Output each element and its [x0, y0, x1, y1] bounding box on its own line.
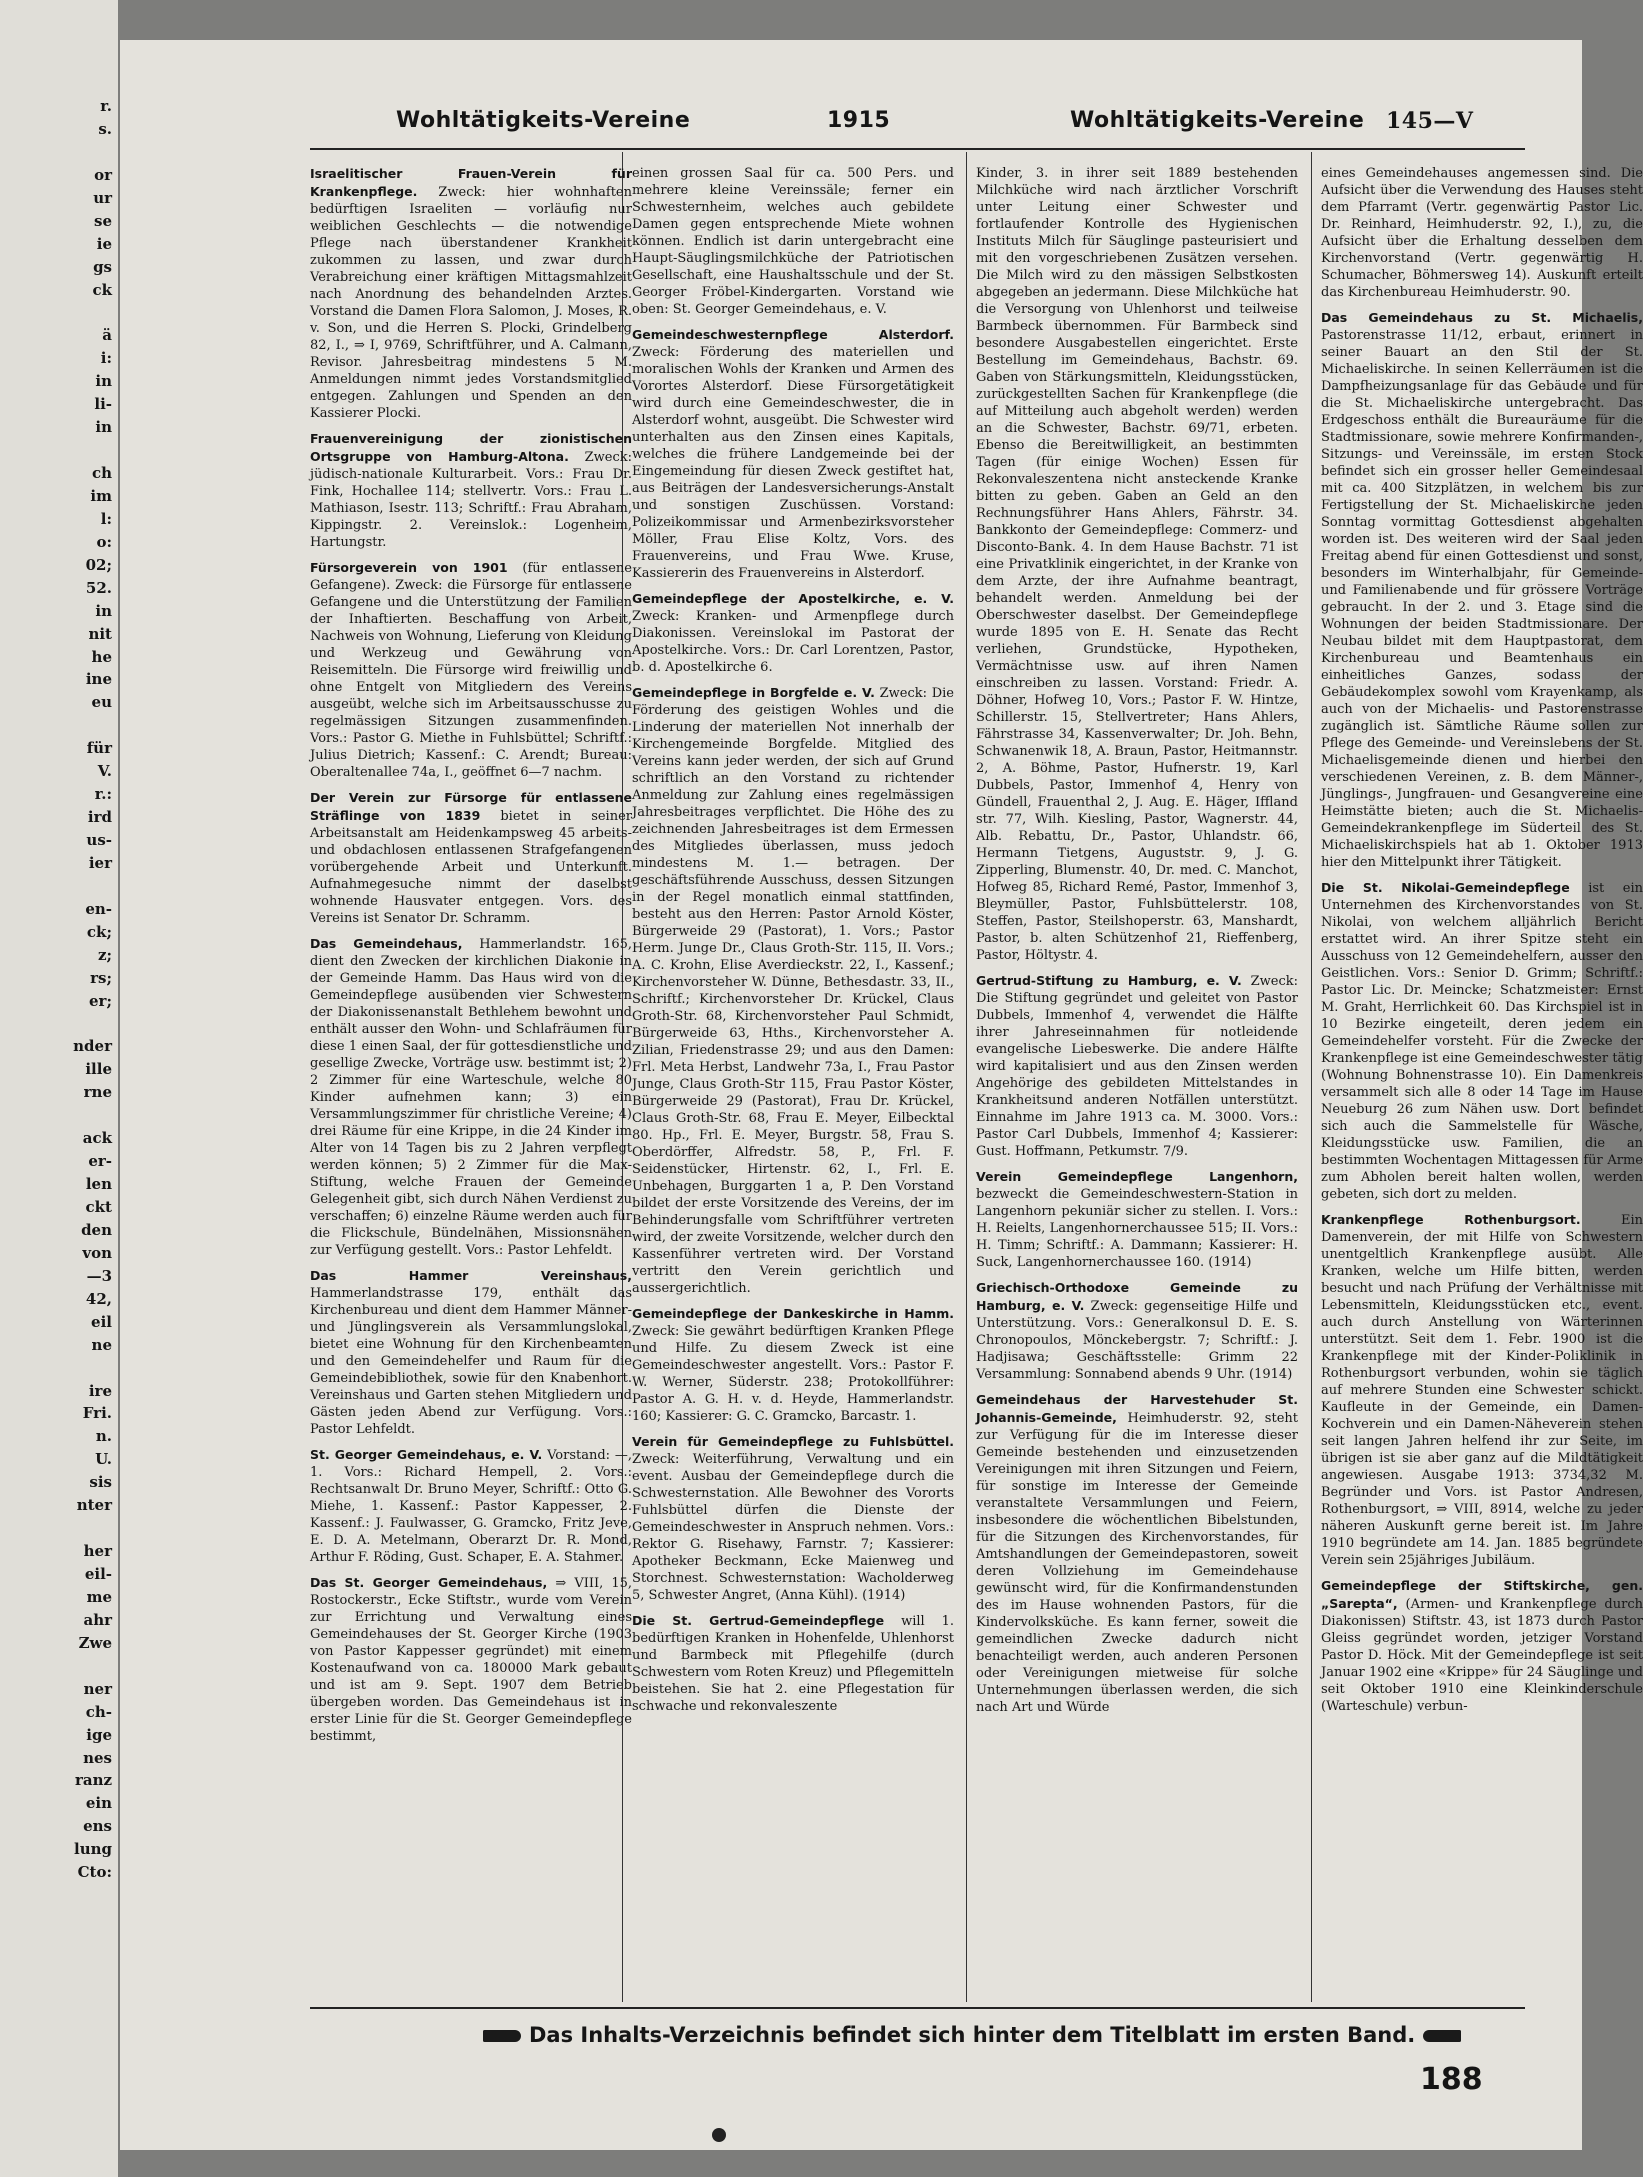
fragment: r.	[100, 97, 112, 115]
text-column-4	[1321, 165, 1643, 2005]
fragment: ck	[92, 280, 112, 299]
fragment: en-	[85, 899, 112, 918]
fragment: —3	[86, 1266, 112, 1285]
entry-title: Griechisch-Orthodoxe Gemeinde zu Hamburg, e. V.	[976, 1280, 1298, 1313]
fragment: ä	[102, 326, 112, 345]
fragment: sis	[89, 1473, 112, 1492]
entry-text: ist ein Unternehmen des Kirchenvorstandes von St. Nikolai, von welchem alljährlich Bericht erstattet wird. An ihrer Spitze steht ein Ausschuss von 12 Gemeindehelfern, ausser den Geistlichen. Vors.: Senior D. Grimm; Schriftf.: Pastor Lic. Dr. Meincke; Schatzmeister: Ernst M. Graht, Herrlichkeit 60. Das Kirchspiel ist in 10 Bezirke eingeteilt, deren jedem ein Gemeindehelfer vorsteht. Für die Zwecke der Krankenpflege ist eine Gemeindeschwester tätig (Wohnung Bohnenstrasse 10). Ein Damenkreis versammelt sich alle 8 oder 14 Tage im Hause Neueburg 26 zum Nähen usw. Dort befindet sich auch die Sammelstelle für Wäsche, Kleidungsstücke usw. Familien, die an bestimmten Wochentagen Mittagessen für Arme zum Abholen bereit halten wollen, werden gebeten, sich dort zu melden.	[1321, 881, 1643, 1202]
fragment: l:	[100, 509, 112, 528]
fragment: rne	[83, 1083, 112, 1102]
entry	[632, 165, 954, 318]
fragment: ird	[87, 808, 112, 827]
fragment: Zwe	[78, 1633, 112, 1652]
entry-title: Die St. Nikolai-Gemeindepflege	[1321, 880, 1570, 895]
fragment: n.	[95, 1427, 112, 1446]
fragment: ahr	[83, 1610, 112, 1629]
fragment: ranz	[74, 1771, 112, 1790]
entry	[976, 1168, 1298, 1271]
fragment: se	[94, 211, 112, 230]
fragment: ck;	[86, 922, 112, 941]
entry-text: Ein Damenverein, der mit Hilfe von Schwestern unentgeltlich Krankenpflege ausübt. Alle Kranken, welche um Hilfe bitten, werden besucht und nach Prüfung der Verhältnisse mit Lebensmitteln, Kleidungsstücken etc., event. auch durch Anstellung von Wärterinnen unterstützt. Seit dem 1. Febr. 1900 ist die Krankenpflege mit der Kinder-Poliklinik in Rothenburgsort verbunden, wohin sie täglich auf mehrere Stunden eine Schwester schickt. Kaufleute in der Gemeinde, ein Damen-Kochverein und ein Damen-Näheverein stehen seit langen Jahren helfend ihr zur Seite, im übrigen ist sie aber ganz auf die Mildtätigkeit angewiesen. Ausgabe 1913: 3734,32 M. Begründer und Vors. ist Pastor Andresen, Rothenburgsort, ⇒ VIII, 8914, welche zu jeder näheren Auskunft gerne bereit ist. Im Jahre 1910 begründete am 14. Jan. 1885 begründete Verein sein 25jähriges Jubiläum.	[1321, 1213, 1643, 1568]
header-left-title: Wohltätigkeits-Vereine	[396, 108, 691, 133]
entry-text: Hammerlandstrasse 179, enthält das Kirchenbureau und dient dem Hammer Männer- und Jünglingsverein als Versammlungslokal, bietet eine Wohnung für den Kirchenbeamten und den Gemeindehelfer und Raum für die Gemeindebibliothek, sowie für den Knabenhort. Vereinshaus und Garten stehen Mitgliedern und Gästen jeden Abend zur Verfügung. Vors.: Pastor Lehfeldt.	[310, 1286, 632, 1437]
fragment: ens	[83, 1817, 112, 1836]
entry	[310, 1574, 632, 1745]
fragment: us-	[86, 831, 112, 849]
entry	[310, 935, 632, 1259]
text-column-3	[976, 165, 1298, 2005]
entry-text: Zweck: Weiterführung, Verwaltung und ein event. Ausbau der Gemeindepflege durch die Schwesternstation. Alle Bewohner des Vororts Fuhlsbüttel dürfen die Dienste der Gemeindeschwester in Anspruch nehmen. Vors.: Rektor G. Risehawy, Farnstr. 7; Kassierer: Apotheker Beckmann, Ecke Maienweg und Storchnest. Schwesternstation: Wacholderweg 5, Schwester Angret, (Anna Kühl). (1914)	[632, 1452, 954, 1603]
header-page-code: 145—V	[1386, 108, 1474, 134]
fragment: ie	[96, 234, 112, 253]
entry	[1321, 1577, 1643, 1715]
entry-title: Gemeindepflege der Stiftskirche, gen. „Sarepta“,	[1321, 1578, 1643, 1611]
entry-text: Zweck: hier wohnhaften bedürftigen Israeliten — vorläufig nur weiblichen Geschlechts — die notwendige Pflege nach überstandener Krankheit zukommen zu lassen, und zwar durch Verabreichung einer kräftigen Mittagsmahlzeit nach Anordnung des behandelnden Arztes. Vorstand die Damen Flora Salomon, J. Moses, R. v. Son, und die Herren S. Plocki, Grindelberg 82, I., ⇒ I, 9769, Schriftführer, und A. Calmann, Revisor. Jahresbeitrag mindestens 5 M. Anmeldungen nimmt jedes Vorstandsmitglied entgegen. Zahlungen und Spenden an den Kassierer Plocki.	[310, 185, 632, 421]
fragment: nder	[73, 1037, 112, 1056]
fragment: Cto:	[77, 1863, 112, 1882]
entry-title: Das St. Georger Gemeindehaus,	[310, 1575, 548, 1590]
entry	[976, 972, 1298, 1160]
entry	[310, 559, 632, 781]
fragment: in	[95, 372, 112, 391]
fragment: s.	[98, 119, 112, 138]
entry	[310, 165, 632, 422]
text-column-2	[632, 165, 954, 2005]
entry-text: bezweckt die Gemeindeschwestern-Station in Langenhorn pekuniär sicher zu stellen. I. Vors.: H. Reielts, Langenhornerchaussee 515; II. Vors.: H. Timm; Schriftf.: A. Dammann; Kassierer: H. Suck, Langenhornerchaussee 160. (1914)	[976, 1187, 1298, 1270]
fragment: Fri.	[82, 1404, 112, 1423]
entry	[976, 1391, 1298, 1716]
entry-text: eines Gemeindehauses angemessen sind. Die Aufsicht über die Verwendung des Hauses steht dem Pfarramt (Vertr. gegenwärtig Pastor Lic. Dr. Reinhard, Heimhuderstr. 92, I.), zu, die Aufsicht über die Erhaltung desselben dem Kirchenvorstand (Vertr. gegenwärtig H. Schumacher, Böhmersweg 14). Auskunft erteilt das Kirchenbureau Heimhuderstr. 90.	[1321, 166, 1643, 300]
fragment: me	[86, 1587, 112, 1606]
fragment: eil-	[84, 1565, 112, 1583]
entry-text: Zweck: Kranken- und Armenpflege durch Diakonissen. Vereinslokal im Pastorat der Apostelkirche. Vors.: Dr. Carl Lorentzen, Pastor, b. d. Apostelkirche 6.	[632, 609, 954, 675]
adjacent-page-strip	[0, 0, 118, 2177]
entry-text: bietet in seiner Arbeitsanstalt am Heidenkampsweg 45 arbeits- und obdachlosen entlassenen Strafgefangenen vorübergehende Arbeit und Unterkunft. Aufnahmegesuche nimmt der daselbst wohnende Hausvater entgegen. Vors. des Vereins ist Senator Dr. Schramm.	[310, 809, 632, 926]
fragment: i:	[100, 349, 112, 368]
fragment: he	[91, 647, 112, 666]
fragment: in	[95, 418, 112, 437]
entry-text: Pastorenstrasse 11/12, erbaut, erinnert in seiner Bauart an den Stil der St. Michaeliskirche. In seinen Kellerräumen ist die Dampfheizungsanlage für das Gebäude und für die St. Michaeliskirche untergebracht. Das Erdgeschoss enthält die Bureauräume für die Stadtmissionare, sowie mehrere Konfirmanden-, Sitzungs- und Vereinssäle, im ersten Stock befindet sich ein grosser heller Gemeindesaal mit ca. 400 Sitzplätzen, in welchem bis zur Fertigstellung der St. Michaeliskirche jeden Sonntag vormittag Gottesdienst abgehalten worden ist. Des weiteren wird der Saal jeden Freitag abend für einen Gottesdienst und sonst, besonders im Winterhalbjahr, für Gemeinde- und Familienabende und für grössere Vorträge gebraucht. In der 2. und 3. Etage sind die Wohnungen der beiden Stadtmissionare. Der Neubau bildet mit dem Hauptpastorat, dem Kirchenbureau und Beamtenhaus ein einheitliches Ganzes, sodass der Gebäudekomplex sowohl vom Krayenkamp, als auch von der Michaelis- und Pastorenstrasse zugänglich ist. Sämtliche Räume sollen zur Pflege des Gemeinde- und Vereinslebens der St. Michaelisgemeinde dienen und hierbei den verschiedenen Vereinen, z. B. dem Männer-, Jünglings-, Jungfrauen- und Gesangvereine eine Heimstätte bieten; auch die St. Michaelis-Gemeindekrankenpflege im Süderteil des St. Michaeliskirchspiels hat ab 1. Oktober 1913 hier den Mittelpunkt ihrer Tätigkeit.	[1321, 328, 1643, 870]
entry-title: Gemeindehaus der Harvestehuder St. Johannis-Gemeinde,	[976, 1392, 1298, 1425]
fragment: V.	[97, 762, 112, 781]
fragment: in	[95, 601, 112, 620]
entry-title: Verein Gemeindepflege Langenhorn,	[976, 1169, 1298, 1184]
entry-title: Das Gemeindehaus zu St. Michaelis,	[1321, 310, 1643, 325]
fragment: ier	[88, 853, 112, 872]
entry	[310, 1446, 632, 1566]
entry-title: Frauenvereinigung der zionistischen Ortsgruppe von Hamburg-Altona.	[310, 431, 632, 464]
fragment: nit	[88, 624, 112, 643]
fragment: nes	[83, 1748, 112, 1767]
entry	[310, 789, 632, 927]
page-number: 188	[1420, 2062, 1483, 2097]
entry	[1321, 309, 1643, 871]
entry	[632, 1305, 954, 1425]
adjacent-page-fragments	[0, 95, 118, 1884]
fragment: len	[85, 1175, 112, 1194]
entry	[632, 684, 954, 1297]
fragment: z;	[97, 945, 112, 964]
fragment: von	[82, 1243, 112, 1262]
entry-text: einen grossen Saal für ca. 500 Pers. und mehrere kleine Vereinssäle; ferner ein Schwesternheim, welches auch gebildete Damen gegen entsprechende Miete wohnen können. Endlich ist darin untergebracht eine Haupt-Säuglingsmilchküche der Patriotischen Gesellschaft, eine Haushaltsschule und der St. Georger Fröbel-Kindergarten. Vorstand wie oben: St. Georger Gemeindehaus, e. V.	[632, 166, 954, 317]
entry-text: Zweck: Sie gewährt bedürftigen Kranken Pflege und Hilfe. Zu diesem Zweck ist eine Gemeindeschwester angestellt. Vors.: Pastor F. W. Werner, Süderstr. 238; Protokollführer: Pastor A. G. H. v. d. Heyde, Hammerlandstr. 160; Kassierer: G. C. Gramcko, Barcastr. 1.	[632, 1324, 954, 1424]
pointing-hand-icon	[483, 2030, 521, 2042]
entry-text: (Armen- und Krankenpflege durch Diakonissen) Stiftstr. 43, ist 1873 durch Pastor Gleiss gegründet worden, jetziger Vorstand Pastor D. Höck. Mit der Gemeindepflege ist seit Januar 1902 eine «Krippe» für 24 Säuglinge und seit Oktober 1910 eine Kleinkinderschule (Warteschule) verbun-	[1321, 1597, 1643, 1714]
fragment: ch	[91, 464, 112, 482]
column-divider	[1311, 152, 1312, 2002]
fragment: eil	[91, 1312, 112, 1331]
entry	[1321, 879, 1643, 1203]
fragment: r.:	[94, 785, 112, 804]
fragment: er;	[89, 991, 112, 1010]
fragment: lung	[74, 1840, 112, 1859]
entry-title: Gemeindepflege der Dankeskirche in Hamm.	[632, 1306, 954, 1321]
entry-title: Gemeindepflege der Apostelkirche, e. V.	[632, 591, 954, 606]
header-right-title: Wohltätigkeits-Vereine	[1070, 108, 1365, 133]
entry-text: ⇒ VIII, 15, Rostockerstr., Ecke Stiftstr., wurde vom Verein zur Errichtung und Verwaltung eines Gemeindehauses der St. Georger Kirche (1903 von Pastor Kappesser gegründet) mit einem Kostenaufwand von ca. 180000 Mark gebaut und ist am 9. Sept. 1907 dem Betrieb übergeben worden. Das Gemeindehaus ist in erster Linie für die St. Georger Gemeindepflege bestimmt,	[310, 1576, 633, 1744]
fragment: ige	[86, 1725, 112, 1744]
entry-text: Zweck: gegenseitige Hilfe und Unterstützung. Vors.: Generalkonsul D. E. S. Chronopoulos, Mönckebergstr. 7; Schriftf.: J. Hadjisawa; Geschäftsstelle: Grimm 22 Versammlung: Sonnabend abends 9 Uhr. (1914)	[976, 1299, 1298, 1382]
entry-text: Zweck: Die Stiftung gegründet und geleitet von Pastor Dubbels, Immenhof 4, verwendet die Hälfte ihrer Jahreseinnahmen für notleidende evangelische Liebeswerke. Die andere Hälfte wird kapitalisiert und aus den Zinsen werden Angehörige des gebildeten Mittelstandes in Krankheitsund anderen Notfällen unterstützt. Einnahme im Jahre 1913 ca. M. 3000. Vors.: Pastor Carl Dubbels, Immenhof 4; Kassierer: Gust. Hoffmann, Petkumstr. 7/9.	[976, 974, 1298, 1159]
fragment: ckt	[85, 1198, 112, 1216]
fragment: 42,	[85, 1289, 112, 1308]
column-divider	[966, 152, 967, 2002]
fragment: für	[86, 739, 112, 758]
entry-title: Gertrud-Stiftung zu Hamburg, e. V.	[976, 973, 1242, 988]
fragment: ner	[83, 1679, 112, 1698]
entry-title: Fürsorgeverein von 1901	[310, 560, 508, 575]
fragment: gs	[93, 257, 112, 276]
fragment: ch-	[85, 1702, 112, 1721]
entry	[1321, 165, 1643, 301]
fragment: eu	[91, 693, 112, 712]
entry	[976, 165, 1298, 964]
text-column-1	[310, 165, 632, 2005]
entry-title: Krankenpflege Rothenburgsort.	[1321, 1212, 1581, 1227]
entry-title: Das Hammer Vereinshaus,	[310, 1268, 632, 1283]
entry-title: Das Gemeindehaus,	[310, 936, 463, 951]
document-page	[120, 40, 1643, 2150]
header-rule	[310, 148, 1525, 150]
footer-text: Das Inhalts-Verzeichnis befindet sich hinter dem Titelblatt im ersten Band.	[529, 2023, 1416, 2047]
entry-text: (für entlassene Gefangene). Zweck: die Fürsorge für entlassene Gefangene und die Unterstützung der Familien der Inhaftierten. Beschaffung von Arbeit, Nachweis von Wohnung, Lieferung von Kleidung und Werkzeug und Gewährung von Reisemitteln. Die Fürsorge wird freiwillig und ohne Entgelt von Mitgliedern des Vereins ausgeübt, welche sich im Arbeitsausschusse zu regelmässigen Sitzungen zusammenfinden. Vors.: Pastor G. Miethe in Fuhlsbüttel; Schriftf.: Julius Dietrich; Kassenf.: C. Arendt; Bureau: Oberaltenallee 74a, I., geöffnet 6—7 nachm.	[310, 561, 632, 780]
entry	[632, 1612, 954, 1715]
entry-text: Vorstand: —, 1. Vors.: Richard Hempell, 2. Vors.: Rechtsanwalt Dr. Bruno Meyer, Schriftf.: Otto G. Miehe, 1. Kassenf.: Pastor Kappesser, 2. Kassenf.: J. Faulwasser, G. Gramcko, Fritz Jeve, E. D. A. Metelmann, Oberarzt Dr. R. Mond, Arthur F. Röding, Gust. Schaper, E. A. Stahmer.	[310, 1448, 632, 1565]
fragment: ur	[93, 188, 112, 207]
fragment: ine	[85, 670, 112, 689]
fragment: U.	[95, 1450, 112, 1469]
entry-text: Kinder, 3. in ihrer seit 1889 bestehenden Milchküche wird nach ärztlicher Vorschrift unter Leitung einer Schwester und fortlaufender Kontrolle des Hygienischen Instituts Milch für Säuglinge pasteurisiert und mit den vorgeschriebenen Zusätzen versehen. Die Milch wird zu den mässigen Selbstkosten abgegeben an jedermann. Diese Milchküche hat die Versorgung von Uhlenhorst und teilweise Barmbeck übernommen. Für Barmbeck sind besondere Ausgabestellen eingerichtet. Erste Bestellung im Gemeindehaus, Bachstr. 69. Gaben von Stärkungsmitteln, Kleidungsstücken, zurückgestellten Sachen für Krankenpflege (die auf Mitteilung auch abgeholt werden) werden an die Schwester, Bachstr. 69/71, erbeten. Ebenso die Bereitwilligkeit, an bestimmten Tagen (für einige Wochen) Essen für Rekonvaleszentena nicht ansteckende Kranke bitten zu geben. Gaben an Geld an den Rechnungsführer Hans Ahlers, Fährstr. 34. Bankkonto der Gemeindepflege: Commerz- und Disconto-Bank. 4. In dem Hause Bachstr. 71 ist eine Privatklinik eingerichtet, in der Kranke von dem Arzte, der ihre Aufnahme beantragt, behandelt werden. Anmeldung bei der Oberschwester daselbst. Der Gemeindepflege wurde 1895 von E. H. Senate das Recht verliehen, Grundstücke, Hypotheken, Vermächtnisse usw. auf ihren Namen einschreiben zu lassen. Vorstand: Friedr. A. Döhner, Hofweg 10, Vors.; Pastor F. W. Hintze, Schillerstr. 15, Stellvertreter; Hans Ahlers, Fährstrasse 34, Kassenverwalter; Dr. Joh. Behn, Schwanenwik 18, A. Braun, Pastor, Heitmannstr. 2, A. Böhme, Pastor, Hufnerstr. 19, Karl Dubbels, Pastor, Immenhof 4, Henry von Gündell, Frauenthal 2, J. Aug. E. Häger, Iffland str. 77, Wilh. Kiesling, Pastor, Wagnerstr. 44, Alb. Rebattu, Dr., Pastor, Uhlandstr. 66, Hermann Tietgens, Auguststr. 9, J. G. Zipperling, Blumenstr. 40, Dr. med. C. Manchot, Hofweg 85, Richard Remé, Pastor, Immenhof 3, Bleymüller, Pastor, Fuhlsbüttelerstr. 108, Steffen, Pastor, Steilshoperstr. 63, Manshardt, Pastor, b. alten Schützenhof 21, Rieffenberg, Pastor, Höltystr. 4.	[976, 166, 1298, 963]
footer-rule	[310, 2007, 1525, 2009]
fragment: or	[94, 165, 112, 184]
binding-hole	[712, 2128, 726, 2142]
fragment: ack	[82, 1129, 112, 1148]
fragment: o:	[96, 532, 112, 551]
entry-title: Die St. Gertrud-Gemeindepflege	[632, 1613, 885, 1628]
entry-text: will 1. bedürftigen Kranken in Hohenfelde, Uhlenhorst und Barmbeck mit Pflegehilfe (durch Schwestern vom Roten Kreuz) und Pflegemitteln beistehen. Sie hat 2. eine Pflegestation für schwache und rekonvaleszente	[632, 1614, 954, 1714]
entry	[310, 1267, 632, 1438]
entry	[632, 1433, 954, 1604]
fragment: li-	[94, 395, 112, 414]
fragment: 02;	[85, 555, 112, 574]
entry-title: Israelitischer Frauen-Verein für Krankenpflege.	[310, 166, 632, 199]
footer-note	[475, 2023, 1525, 2047]
fragment: den	[81, 1220, 112, 1239]
entry-text: Zweck: Förderung des materiellen und moralischen Wohls der Kranken und Armen des Vorortes Alsterdorf. Diese Fürsorgetätigkeit wird durch eine Gemeindeschwester, die in Alsterdorf wohnt, ausgeübt. Die Schwester wird unterhalten aus den Zinsen eines Kapitals, welches die frühere Landgemeinde bei der Eingemeindung für diesen Zweck gestiftet hat, aus Beiträgen der Landesversicherungs-Anstalt und sonstigen Zuschüssen. Vorstand: Polizeikommissar und Armenbezirksvorsteher Möller, Frau Elise Koltz, Vors. des Frauenvereins, und Frau Wwe. Kruse, Kassiererin des Frauenvereins in Alsterdorf.	[632, 345, 954, 581]
entry-title: St. Georger Gemeindehaus, e. V.	[310, 1447, 543, 1462]
entry-text: Zweck: Die Förderung des geistigen Wohles und die Linderung der materiellen Not innerhalb der Kirchengemeinde Borgfelde. Mitglied des Vereins kann jeder werden, der sich auf Grund schriftlich an den Vorstand zu richtender Anmeldung zur Zahlung eines regelmässigen Jahresbeitrages verpflichtet. Die Höhe des zu zeichnenden Jahresbeitrages ist dem Ermessen des Mitgliedes überlassen, muss jedoch mindestens M. 1.— betragen. Der geschäftsführende Ausschuss, dessen Sitzungen in der Regel monatlich einmal stattfinden, besteht aus den Herren: Pastor Arnold Köster, Bürgerweide 29 (Pastorat), 1. Vors.; Pastor Herm. Junge Dr., Claus Groth-Str. 115, II. Vors.; A. C. Krohn, Elise Averdieckstr. 22, I., Kassenf.; Kirchenvorsteher W. Dünne, Bethesdastr. 33, II., Schriftf.; Kirchenvorsteher Dr. Krückel, Claus Groth-Str. 68, Kirchenvorsteher Paul Schmidt, Bürgerweide 63, Hths., Kirchenvorsteher A. Zilian, Friedenstrasse 29; und aus den Damen: Frl. Meta Herbst, Landwehr 73a, I., Frau Pastor Junge, Claus Groth-Str 115, Frau Pastor Köster, Bürgerweide 29 (Pastorat), Frau Dr. Krückel, Claus Groth-Str. 68, Frau E. Meyer, Eilbecktal 80. Hp., Frl. E. Meyer, Burgstr. 58, Frau S. Oberdörffer, Alfredstr. 58, P., Frl. F. Seidenstücker, Hirtenstr. 62, I., Frl. E. Unbehagen, Burggarten 1 a, P. Den Vorstand bildet der erste Vorsitzende des Vereins, der im Behinderungsfalle vom Schriftführer vertreten wird, der zweite Vorsitzende, welcher durch den Kassenführer vertreten wird. Der Vorstand vertritt den Verein gerichtlich und aussergerichtlich.	[632, 686, 954, 1296]
entry	[632, 326, 954, 582]
fragment: ire	[88, 1381, 112, 1400]
fragment: ne	[91, 1335, 112, 1354]
fragment: ille	[85, 1060, 112, 1079]
fragment: im	[90, 486, 112, 505]
entry	[1321, 1211, 1643, 1569]
entry-text: Zweck: jüdisch-nationale Kulturarbeit. Vors.: Frau Dr. Fink, Hochallee 114; stellvertr. Vors.: Frau L. Mathiason, Isestr. 113; Schriftf.: Frau Abraham, Kippingstr. 2. Vereinslok.: Logenheim, Hartungstr.	[310, 450, 632, 550]
entry	[632, 590, 954, 676]
fragment: ein	[85, 1794, 112, 1813]
fragment: her	[83, 1542, 112, 1561]
entry-title: Der Verein zur Fürsorge für entlassene Sträflinge von 1839	[310, 790, 632, 823]
entry-text: Hammerlandstr. 165, dient den Zwecken der kirchlichen Diakonie in der Gemeinde Hamm. Das Haus wird von die Gemeindepflege ausübenden vier Schwestern der Diakonissenanstalt Bethlehem bewohnt und enthält ausser den Wohn- und Schlafräumen für diese 1 einen Saal, der für gottesdienstliche und gesellige Zwecke, Vorträge usw. bestimmt ist; 2) 2 Zimmer für eine Warteschule, welche 80 Kinder aufnehmen kann; 3) ein Versammlungszimmer für christliche Vereine; 4) drei Räume für eine Krippe, in die 24 Kinder im Alter von 14 Tagen bis zu 2 Jahren verpflegt werden können; 5) 2 Zimmer für die Max-Stiftung, welche Frauen der Gemeinde Gelegenheit gibt, sich durch Nähen Verdienst zu verschaffen; 6) einzelne Räume werden auch für die Flickschule, Bündelnähen, Missionsnähen zur Verfügung gestellt. Vors.: Pastor Lehfeldt.	[310, 937, 632, 1258]
fragment: 52.	[85, 578, 112, 597]
fragment: nter	[76, 1496, 112, 1515]
pointing-hand-icon	[1423, 2030, 1461, 2042]
entry-title: Gemeindepflege in Borgfelde e. V.	[632, 685, 875, 700]
entry	[310, 430, 632, 551]
entry-title: Verein für Gemeindepflege zu Fuhlsbüttel.	[632, 1434, 954, 1449]
header-year: 1915	[827, 108, 891, 133]
entry-text: Heimhuderstr. 92, steht zur Verfügung für die im Interesse dieser Gemeinde bestehenden und einzusetzenden Vereinigungen mit ihren Sitzungen und Feiern, für sonstige im Interesse der Gemeinde veranstaltete Versammlungen und Feiern, insbesondere die wöchentlichen Bibelstunden, für die Sitzungen des Kirchenvorstandes, für Amtshandlungen der Gemeindepastoren, soweit deren Vollziehung im Gemeindehause gewünscht wird, für die Konfirmandenstunden des im Hause wohnenden Pastors, für die Kindervolksküche. Es kann ferner, soweit die gemeindlichen Zwecke dadurch nicht benachteiligt werden, auch anderen Personen oder Vereinigungen mietweise für solche Unternehmungen überlassen werden, die sich nach Art und Würde	[976, 1411, 1298, 1715]
entry-title: Gemeindeschwesternpflege Alsterdorf.	[632, 327, 954, 342]
fragment: er-	[88, 1152, 112, 1171]
entry	[976, 1279, 1298, 1383]
running-header	[120, 108, 1582, 148]
fragment: rs;	[90, 968, 112, 987]
